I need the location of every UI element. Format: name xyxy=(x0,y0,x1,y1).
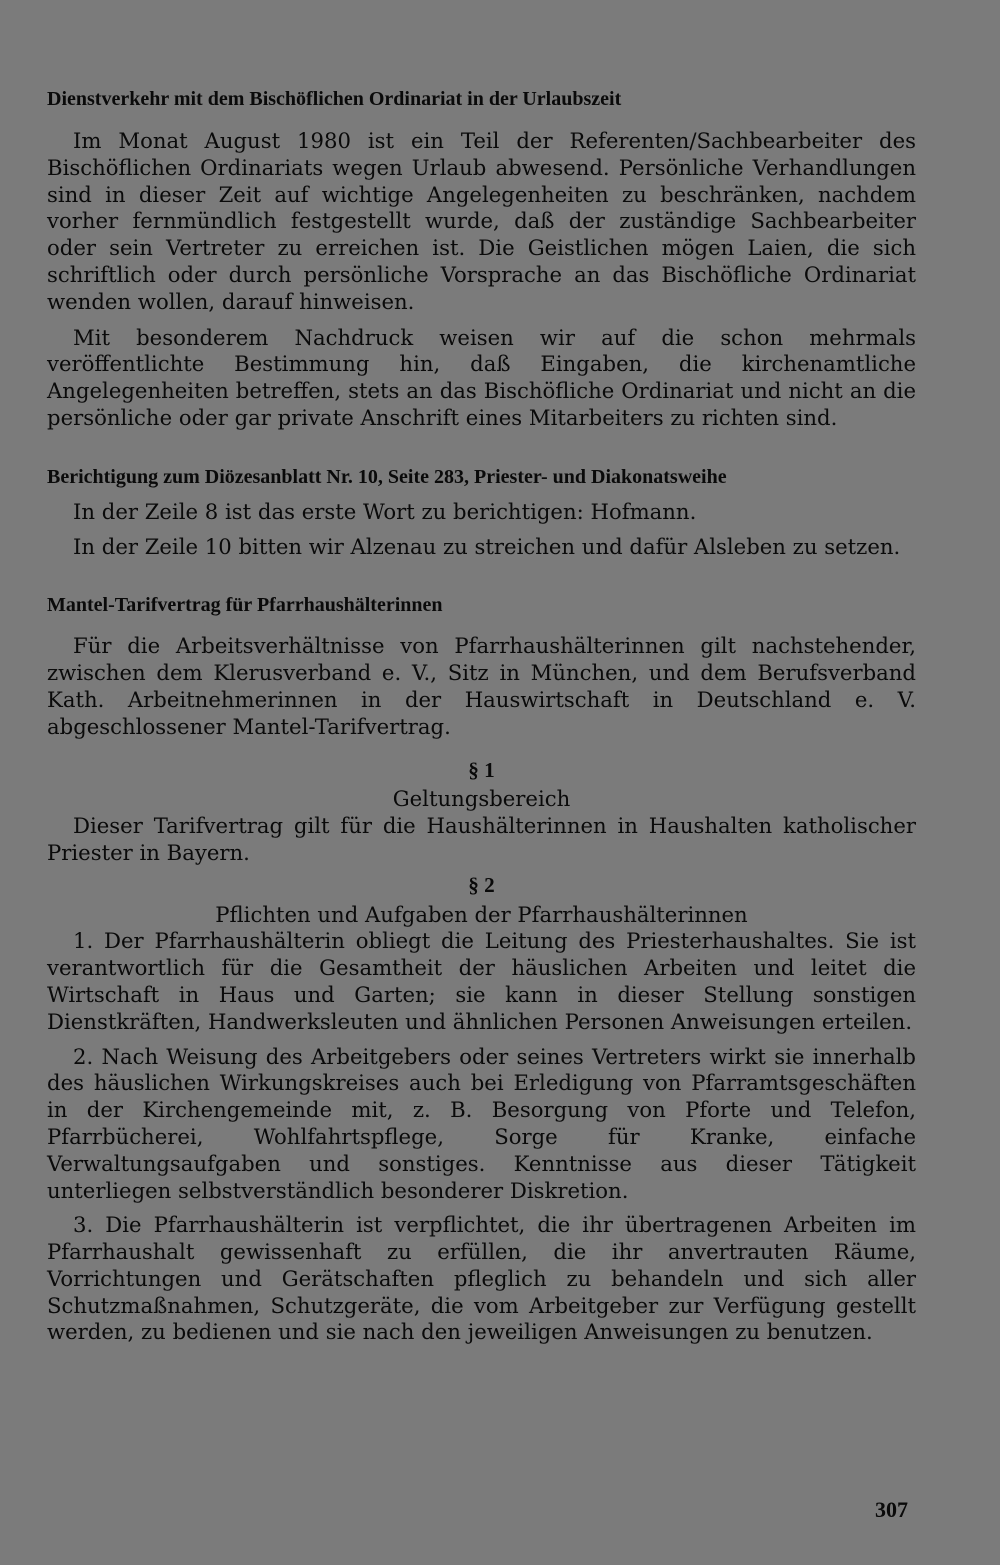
list-item-pflichten-2: 2. Nach Weisung des Arbeitgebers oder seines Vertreters wirkt sie innerhalb des häuslichen Wirkungskreises auch bei Erledigung von Pfarramtsgeschäften in der Kirchengemeinde mit, z. B. Besorgung von Pforte und Telefon, Pfarrbücherei, Wohlfahrtspflege, Sorge für Kranke, einfache Verwaltungsaufgaben und sonstiges. Kenntnisse aus dieser Tätigkeit unterliegen selbstverständlich besonderer Diskretion. xyxy=(47,1043,916,1203)
page-number: 307 xyxy=(875,1497,908,1522)
section-heading-berichtigung: Berichtigung zum Diözesanblatt Nr. 10, Seite 283, Priester- und Diakonatsweihe xyxy=(47,465,727,488)
list-item-pflichten-3: 3. Die Pfarrhaushälterin ist verpflichtet, die ihr übertragenen Arbeiten im Pfarrhaushalt gewissenhaft zu erfüllen, die ihr anvertrauten Räume, Vorrichtungen und Gerätschaften pfleglich zu behandeln und sich aller Schutzmaßnahmen, Schutzgeräte, die vom Arbeitgeber zur Verfügung gestellt werden, zu bedienen und sie nach den jeweiligen Anweisungen zu benutzen. xyxy=(47,1212,916,1345)
paragraph-urlaub-2: Mit besonderem Nachdruck weisen wir auf die schon mehrmals veröffentlichte Bestimmung hin, daß Eingaben, die kirchenamtliche Angelegenheiten betreffen, stets an das Bischöfliche Ordinariat und nicht an die persönliche oder gar private Anschrift eines Mitarbeiters zu richten sind. xyxy=(47,324,916,430)
subsection-title-geltungsbereich: Geltungsbereich xyxy=(392,786,571,812)
section-heading-urlaub: Dienstverkehr mit dem Bischöflichen Ordinariat in der Urlaubszeit xyxy=(47,88,622,110)
paragraph-berichtigung-2: In der Zeile 10 bitten wir Alzenau zu streichen und dafür Alsleben zu setzen. xyxy=(73,533,901,559)
paragraph-geltungsbereich: Dieser Tarifvertrag gilt für die Haushälterinnen in Haushalten katholischer Priester in Bayern. xyxy=(47,813,916,865)
section-heading-tarif: Mantel-Tarifvertrag für Pfarrhaushälterinnen xyxy=(47,594,443,617)
list-item-pflichten-1: 1. Der Pfarrhaushälterin obliegt die Leitung des Priesterhaushaltes. Sie ist verantwortlich für die Gesamtheit der häuslichen Arbeiten und leitet die Wirtschaft in Haus und Garten; sie kann in dieser Stellung sonstigen Dienstkräften, Handwerksleuten und ähnlichen Personen Anweisungen erteilen. xyxy=(47,928,916,1034)
paragraph-urlaub-1: Im Monat August 1980 ist ein Teil der Referenten/Sachbearbeiter des Bischöflichen Ordinariats wegen Urlaub abwesend. Persönliche Verhandlungen sind in dieser Zeit auf wichtige Angelegenheiten zu beschränken, nachdem vorher fernmündlich festgestellt wurde, daß der zuständige Sachbearbeiter oder sein Vertreter zu erreichen ist. Die Geistlichen mögen Laien, die sich schriftlich oder durch persönliche Vorsprache an das Bischöfliche Ordinariat wenden wollen, darauf hinweisen. xyxy=(47,128,916,314)
paragraph-sign-2: § 2 xyxy=(468,872,495,897)
subsection-title-pflichten: Pflichten und Aufgaben der Pfarrhaushälterinnen xyxy=(215,901,748,927)
paragraph-berichtigung-1: In der Zeile 8 ist das erste Wort zu berichtigen: Hofmann. xyxy=(73,498,697,524)
paragraph-tarif-intro: Für die Arbeitsverhältnisse von Pfarrhaushälterinnen gilt nachstehender, zwischen dem Klerusverband e. V., Sitz in München, und dem Berufsverband Kath. Arbeitnehmerinnen in der Hauswirtschaft in Deutschland e. V. abgeschlossener Mantel-Tarifvertrag. xyxy=(47,633,916,739)
paragraph-sign-1: § 1 xyxy=(468,757,495,782)
